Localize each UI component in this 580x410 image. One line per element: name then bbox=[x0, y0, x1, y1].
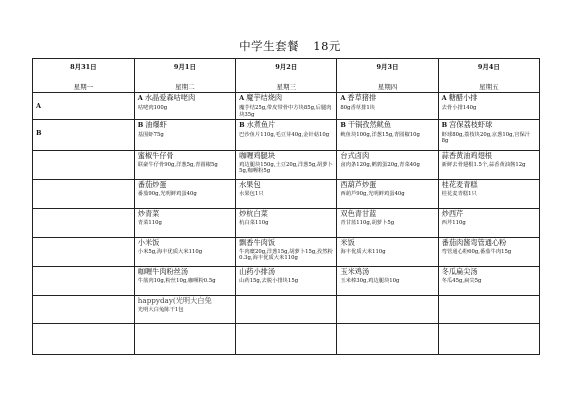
dish-ingredients: 青甘蓝110g,胡萝卜5g bbox=[340, 219, 395, 226]
empty-cell bbox=[236, 323, 337, 354]
dish-mark: B bbox=[137, 120, 144, 129]
dish-name: 蒜香黄油鸡翅根 bbox=[441, 150, 492, 160]
day-weekday: 星期三 bbox=[276, 83, 296, 91]
dish-ingredients: 山药15g,去脱小排块15g bbox=[239, 277, 299, 284]
dish-name: 水煮鱼片 bbox=[246, 119, 276, 129]
dish-ingredients: 桂花麦青糕1只 bbox=[441, 190, 477, 197]
empty-cell bbox=[337, 323, 438, 354]
dish-ingredients: 80g香草排1块 bbox=[340, 105, 376, 111]
dish-name: 宫保荔枝虾球 bbox=[449, 119, 493, 129]
page-title bbox=[0, 38, 580, 54]
menu-cell bbox=[236, 119, 337, 150]
section-label-b: B bbox=[36, 128, 42, 137]
dish-name: 西葫芦炒蛋 bbox=[340, 179, 377, 189]
menu-cell bbox=[134, 119, 235, 150]
dish-name: 台式卤肉 bbox=[340, 150, 370, 160]
menu-cell bbox=[337, 93, 438, 120]
dish-ingredients: 小米5g,海丰优质大米110g bbox=[137, 248, 203, 255]
dish-name: 炒西芹 bbox=[441, 208, 464, 218]
day-weekday: 星期四 bbox=[377, 83, 398, 91]
dish-name: 番茄肉酱弯管通心粉 bbox=[441, 237, 507, 247]
dish-name: 炒青菜 bbox=[137, 208, 160, 218]
dish-name: 咖喱牛肉粉丝汤 bbox=[137, 266, 189, 276]
menu-cell bbox=[337, 208, 438, 237]
menu-cell bbox=[337, 150, 438, 179]
empty-cell bbox=[33, 208, 135, 237]
day-header bbox=[337, 59, 438, 93]
dish-ingredients: 牛筋肉10g,粉丝10g,咖喱粉0.5g bbox=[137, 277, 216, 284]
dish-name: 水果包 bbox=[239, 179, 261, 189]
day-header bbox=[134, 59, 235, 93]
menu-row bbox=[33, 266, 540, 295]
dish-ingredients: 基围虾75g bbox=[137, 131, 164, 138]
day-weekday: 星期二 bbox=[175, 83, 195, 91]
dish-ingredients: 咕咾肉100g bbox=[137, 105, 168, 111]
dish-name: 冬瓜扁尖汤 bbox=[441, 266, 478, 276]
day-date: 9月1日 bbox=[173, 63, 196, 71]
menu-cell bbox=[134, 266, 235, 295]
dish-name: 干锅孜然鱿鱼 bbox=[347, 119, 392, 129]
menu-row bbox=[33, 179, 540, 208]
day-date: 9月2日 bbox=[275, 63, 298, 71]
menu-table bbox=[32, 58, 540, 355]
day-date: 8月31日 bbox=[70, 63, 97, 71]
dish-ingredients: 卤肉条120g,鹌鹑蛋20g,青菜40g bbox=[340, 161, 420, 168]
dish-name: 糖醋小排 bbox=[448, 93, 478, 102]
menu-cell bbox=[236, 208, 337, 237]
dish-ingredients: 联豪牛仔骨90g,洋葱5g,青圆椒5g bbox=[137, 161, 218, 168]
dish-mark: A bbox=[340, 94, 346, 102]
menu-row-a bbox=[33, 93, 540, 120]
menu-cell bbox=[236, 237, 337, 266]
dish-mark: B bbox=[340, 120, 346, 129]
menu-row bbox=[33, 208, 540, 237]
menu-cell bbox=[134, 93, 235, 120]
dish-mark: B bbox=[239, 120, 245, 129]
empty-cell bbox=[33, 237, 135, 266]
day-date: 9月3日 bbox=[376, 63, 399, 71]
dish-name: 山药小排汤 bbox=[239, 266, 276, 276]
menu-cell bbox=[134, 150, 235, 179]
section-label-a: A bbox=[36, 102, 42, 110]
day-header bbox=[33, 59, 135, 93]
menu-cell bbox=[438, 119, 539, 150]
empty-cell bbox=[33, 150, 135, 179]
dish-name: 番茄炒蛋 bbox=[137, 179, 167, 189]
menu-cell bbox=[438, 237, 539, 266]
dish-ingredients: 虾球80g,荔枝块20g,京葱10g,宫保汁8g bbox=[441, 131, 531, 145]
day-header bbox=[236, 59, 337, 93]
menu-cell bbox=[438, 179, 539, 208]
day-weekday: 星期五 bbox=[479, 83, 499, 91]
menu-cell bbox=[438, 266, 539, 295]
dish-name: 小米饭 bbox=[137, 237, 160, 247]
dish-name: 油爆虾 bbox=[145, 119, 167, 129]
dish-ingredients: 巴沙鱼片110g,毛豆芽40g,金针菇10g bbox=[239, 131, 330, 138]
menu-cell bbox=[236, 179, 337, 208]
dish-name: 米饭 bbox=[340, 237, 355, 247]
menu-cell bbox=[236, 93, 337, 120]
menu-row-empty bbox=[33, 323, 540, 354]
menu-cell bbox=[438, 208, 539, 237]
dish-ingredients: 去骨小排140g bbox=[441, 105, 477, 111]
dish-mark: A bbox=[441, 94, 447, 102]
menu-cell bbox=[438, 150, 539, 179]
menu-cell bbox=[337, 119, 438, 150]
empty-cell bbox=[134, 323, 235, 354]
empty-cell bbox=[33, 179, 135, 208]
dish-ingredients: 番茄90g,光明鲜鸡蛋40g bbox=[137, 190, 197, 197]
dish-name: 魔芋结烧肉 bbox=[246, 93, 283, 102]
menu-cell bbox=[134, 179, 235, 208]
menu-row-b bbox=[33, 119, 540, 150]
day-header bbox=[438, 59, 539, 93]
dish-ingredients: 鸡边腿块150g,土豆20g,洋葱5g,胡萝卜5g,咖喱粉5g bbox=[239, 161, 333, 175]
menu-cell bbox=[236, 266, 337, 295]
empty-cell bbox=[438, 295, 539, 323]
menu-cell bbox=[236, 150, 337, 179]
dish-name: 桂花麦青糕 bbox=[441, 179, 478, 189]
dish-name: 香草猪排 bbox=[347, 93, 377, 102]
menu-cell bbox=[337, 266, 438, 295]
menu-cell bbox=[134, 208, 235, 237]
dish-ingredients: 冬瓜45g,扁尖5g bbox=[441, 277, 482, 284]
dish-mark: A bbox=[137, 94, 143, 102]
day-date: 9月4日 bbox=[477, 63, 500, 71]
dish-ingredients: 西葫芦90g,光明鲜鸡蛋40g bbox=[340, 190, 405, 197]
section-label-cell bbox=[33, 93, 135, 120]
menu-cell bbox=[337, 237, 438, 266]
empty-cell bbox=[33, 323, 135, 354]
header-row bbox=[33, 59, 540, 93]
menu-cell bbox=[438, 93, 539, 120]
price-text: 18元 bbox=[313, 39, 341, 53]
dish-ingredients: 水果包1只 bbox=[239, 190, 264, 197]
empty-cell bbox=[337, 295, 438, 323]
dish-mark: B bbox=[441, 120, 448, 129]
menu-cell bbox=[337, 179, 438, 208]
dish-name: happyday(光明大白兔 bbox=[137, 295, 212, 305]
section-label-cell bbox=[33, 119, 135, 150]
dish-ingredients: 新鲜去骨翅根1.5个,蒜香黄油酱12g bbox=[441, 161, 526, 168]
menu-row bbox=[33, 237, 540, 266]
dish-ingredients: 玉米棒30g,鸡边腿块10g bbox=[340, 277, 400, 284]
title-text: 中学生套餐 bbox=[239, 39, 300, 53]
menu-row bbox=[33, 150, 540, 179]
menu-row bbox=[33, 295, 540, 323]
dish-name: 蜜椒牛仔骨 bbox=[137, 150, 174, 160]
dish-ingredients: 光明大白兔陈干1包 bbox=[137, 306, 184, 313]
dish-mark: A bbox=[239, 94, 245, 102]
menu-cell bbox=[134, 237, 235, 266]
empty-cell bbox=[438, 323, 539, 354]
dish-ingredients: 青菜110g bbox=[137, 219, 162, 226]
dish-name: 水晶爱森咕咾肉 bbox=[144, 93, 196, 102]
dish-name: 双色青甘蓝 bbox=[340, 208, 377, 218]
dish-ingredients: 杭白菜110g bbox=[239, 219, 269, 226]
dish-name: 炒杭白菜 bbox=[239, 208, 268, 218]
dish-name: 咖喱鸡腿块 bbox=[239, 150, 276, 160]
dish-name: 飘香牛肉饭 bbox=[239, 237, 276, 247]
dish-name: 玉米鸡汤 bbox=[340, 266, 370, 276]
day-weekday: 星期一 bbox=[73, 83, 94, 91]
dish-ingredients: 鱿鱼块100g,洋葱15g,青圆椒10g bbox=[340, 131, 420, 138]
dish-ingredients: 海丰优质大米110g bbox=[340, 248, 386, 255]
dish-ingredients: 弯管通心粉60g,番茄牛肉15g bbox=[441, 248, 512, 255]
dish-ingredients: 牛肉糜20g,洋葱15g,胡萝卜15g,孜然粉0.3g,海丰优质大米110g bbox=[239, 248, 333, 262]
menu-cell bbox=[134, 295, 235, 323]
dish-ingredients: 魔芋结25g,带皮带骨中方块85g,后腿肉块35g bbox=[239, 105, 332, 118]
empty-cell bbox=[236, 295, 337, 323]
empty-cell bbox=[33, 295, 135, 323]
dish-ingredients: 西芹110g bbox=[441, 219, 466, 226]
empty-cell bbox=[33, 266, 135, 295]
